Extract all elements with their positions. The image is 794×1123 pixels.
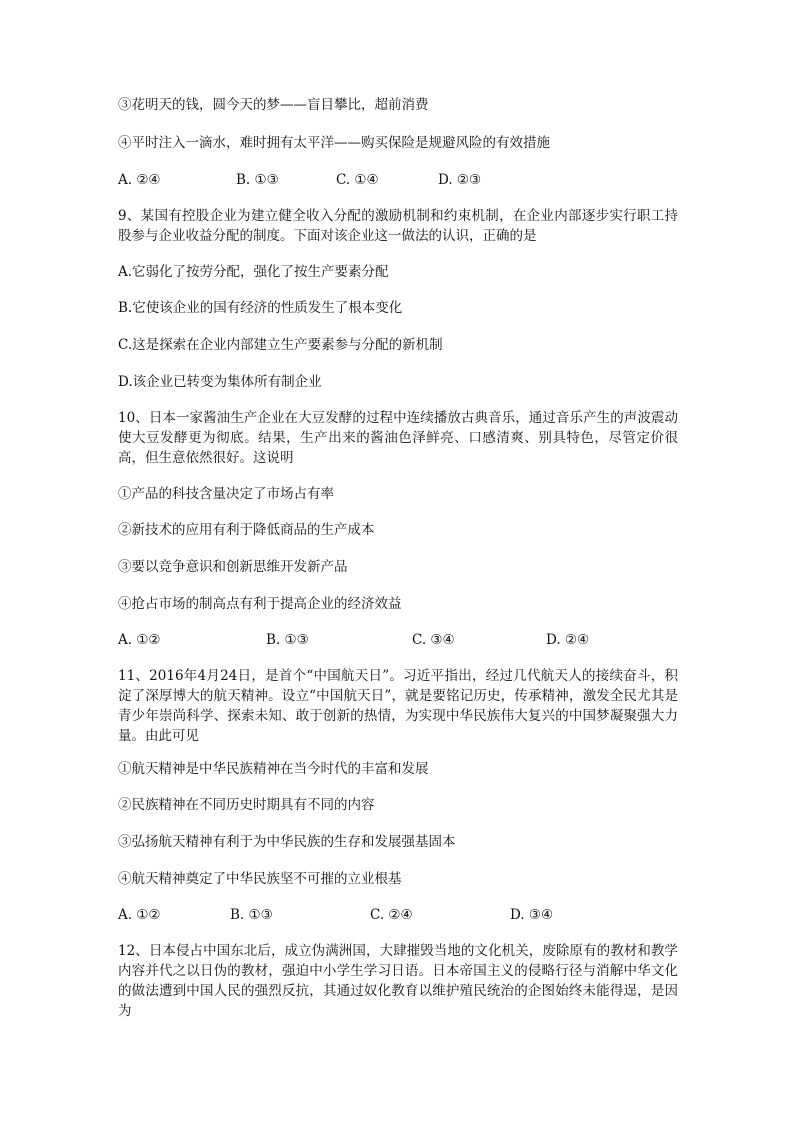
q11-option-b: B. ①③ [230,907,273,923]
q12-stem: 12、日本侵占中国东北后，成立伪满洲国，大肆摧毁当地的文化机关，废除原有的教材和教学内容并代之以日伪的教材，强迫中小学生学习日语。日本帝国主义的侵略行径与消解中华文化的做法遭到中国人民的强烈反抗，其通过奴化教育以维护殖民统治的企图始终未能得逞，是因为 [118,943,678,1019]
q10-option-a: A. ①② [118,632,161,648]
q11-item-4: ④航天精神奠定了中华民族坚不可摧的立业根基 [118,871,402,887]
q10-item-1: ①产品的科技含量决定了市场占有率 [118,486,334,502]
q11-option-d: D. ③④ [510,907,554,923]
q10-option-c: C. ③④ [412,632,455,648]
q10-option-b: B. ①③ [266,632,309,648]
q10-item-4: ④抢占市场的制高点有利于提高企业的经济效益 [118,596,402,612]
q9-option-b: B.它使该企业的国有经济的性质发生了根本变化 [118,300,403,316]
q8-option-d: D. ②③ [438,172,482,188]
q9-option-c: C.这是探索在企业内部建立生产要素参与分配的新机制 [118,337,443,353]
q9-stem: 9、某国有控股企业为建立健全收入分配的激励机制和约束机制，在企业内部逐步实行职工持股参与企业收益分配的制度。下面对该企业这一做法的认识，正确的是 [118,208,678,244]
q10-item-2: ②新技术的应用有利于降低商品的生产成本 [118,522,375,538]
q10-option-d: D. ②④ [546,632,590,648]
q8-item-4: ④平时注入一滴水，难时拥有太平洋——购买保险是规避风险的有效措施 [118,135,550,151]
q9-option-a: A.它弱化了按劳分配，强化了按生产要素分配 [118,264,389,280]
q8-item-3: ③花明天的钱，圆今天的梦——盲目攀比，超前消费 [118,97,429,113]
q9-option-d: D.该企业已转变为集体所有制企业 [118,374,322,390]
q11-stem: 11、2016年4月24日，是首个“中国航天日”。习近平指出，经过几代航天人的接续奋斗，积淀了深厚博大的航天精神。设立“中国航天日”，就是要铭记历史，传承精神，激发全民尤其是青少年崇尚科学、探索未知、敢于创新的热情，为实现中华民族伟大复兴的中国梦凝聚强大力量。由此可见 [118,668,678,744]
q11-item-1: ①航天精神是中华民族精神在当今时代的丰富和发展 [118,761,429,777]
q10-stem: 10、日本一家酱油生产企业在大豆发酵的过程中连续播放古典音乐，通过音乐产生的声波震动使大豆发酵更为彻底。结果，生产出来的酱油色泽鲜亮、口感清爽、别具特色，尽管定价很高，但生意依然很好。这说明 [118,410,678,466]
q10-item-3: ③要以竞争意识和创新思维开发新产品 [118,559,348,575]
q11-option-c: C. ②④ [370,907,413,923]
q11-item-2: ②民族精神在不同历史时期具有不同的内容 [118,797,375,813]
q8-option-a: A. ②④ [118,172,161,188]
q11-item-3: ③弘扬航天精神有利于为中华民族的生存和发展强基固本 [118,834,456,850]
q8-option-b: B. ①③ [236,172,279,188]
q11-option-a: A. ①② [118,907,161,923]
q8-option-c: C. ①④ [336,172,379,188]
